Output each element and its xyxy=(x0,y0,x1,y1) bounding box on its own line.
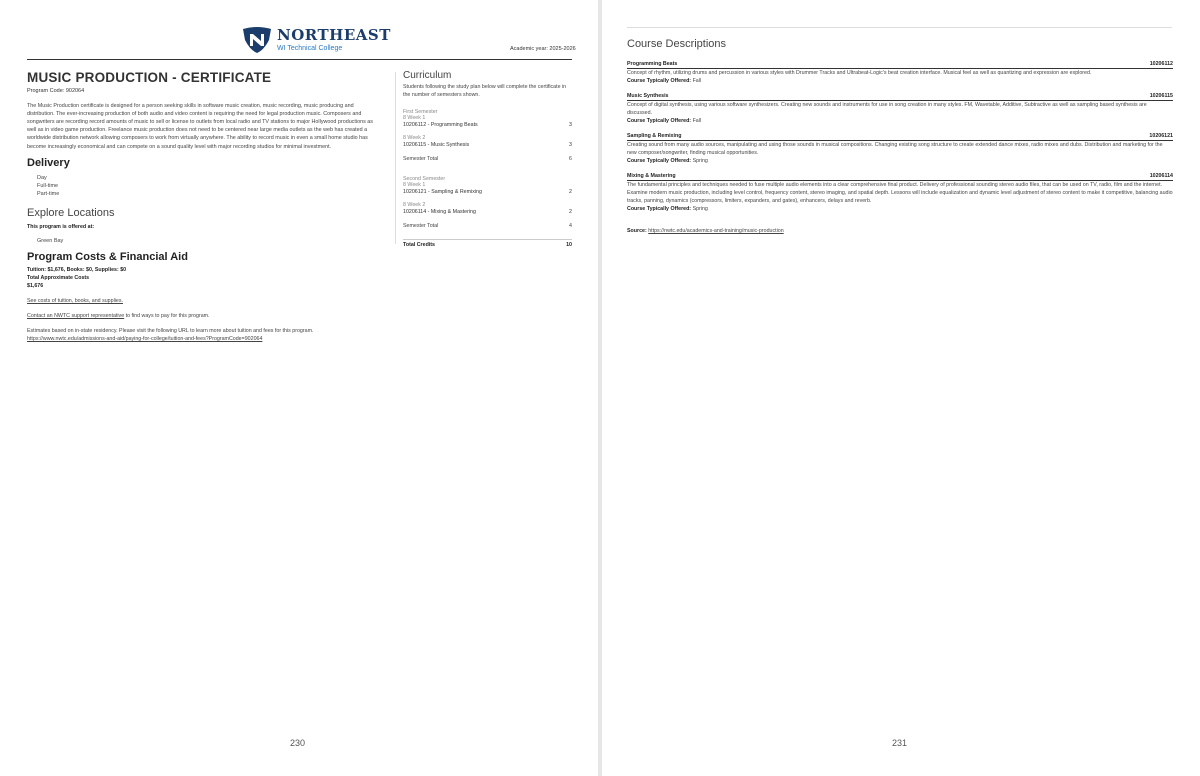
course-entry xyxy=(627,93,1173,124)
course-title: Programming Beats xyxy=(627,61,678,67)
locations-list xyxy=(37,238,382,246)
program-code: Program Code: 902064 xyxy=(27,88,85,94)
delivery-heading: Delivery xyxy=(27,156,70,169)
course-entry xyxy=(627,173,1173,212)
course-descriptions-heading: Course Descriptions xyxy=(627,38,727,50)
semester-total-label: Semester Total xyxy=(403,156,439,163)
week-label: 8 Week 2 xyxy=(403,202,426,209)
course-name: 10206115 - Music Synthesis xyxy=(403,142,470,149)
course-title: Music Synthesis xyxy=(627,92,669,99)
semester-total-label: Semester Total xyxy=(403,223,439,230)
course-credits: 3 xyxy=(569,142,572,149)
left-page xyxy=(0,0,598,776)
shield-logo-icon xyxy=(242,26,272,54)
course-row xyxy=(403,209,572,215)
location-item: Green Bay xyxy=(37,237,64,244)
offered-term: Fall xyxy=(692,117,702,124)
delivery-item: Full-time xyxy=(37,182,59,189)
course-list xyxy=(627,61,1173,221)
contact-rest-text: to find ways to pay for this program. xyxy=(124,313,210,320)
curriculum-heading: Curriculum xyxy=(403,70,452,81)
locations-heading: Explore Locations xyxy=(27,206,115,219)
course-name: 10206121 - Sampling & Remixing xyxy=(403,189,482,196)
delivery-item: Part-time xyxy=(37,190,60,197)
course-entry xyxy=(627,133,1173,164)
total-credits-row xyxy=(403,239,572,248)
contact-line xyxy=(27,313,382,321)
total-credits-value: 10 xyxy=(566,242,572,249)
course-description: Creating sound from many audio sources, manipulating and using those sounds in musical compositions. Changing existing song structure to create extended dance mixes, radio mixes and dubs. Distribution and marketing for the new composer/songwriter, finding musical opportunities. xyxy=(627,141,1163,156)
offered-at-label: This program is offered at: xyxy=(27,223,95,230)
semester-total-row xyxy=(403,156,572,162)
semester-total-value: 4 xyxy=(569,223,572,230)
course-row xyxy=(403,189,572,195)
offered-term: Spring xyxy=(692,205,708,212)
logo-name: NORTHEAST xyxy=(277,26,391,44)
page-number: 230 xyxy=(290,738,306,748)
cost-breakdown: Tuition: $1,676, Books: $0, Supplies: $0 xyxy=(27,267,127,274)
header-divider xyxy=(627,27,1172,28)
page-number: 231 xyxy=(892,738,908,748)
course-credits: 2 xyxy=(569,209,572,216)
total-credits-label: Total Credits xyxy=(403,242,435,249)
course-name: 10206112 - Programming Beats xyxy=(403,122,478,129)
source-line xyxy=(627,228,784,234)
tuition-url-link[interactable]: https://www.nwtc.edu/admissions-and-aid/paying-for-college/tuition-and-fees?ProgramCode=902064 xyxy=(27,336,263,343)
week-label: 8 Week 1 xyxy=(403,182,426,189)
column-divider xyxy=(395,72,396,244)
semester-total-value: 6 xyxy=(569,156,572,163)
offered-label: Course Typically Offered: xyxy=(627,117,692,124)
course-offered xyxy=(627,118,1173,124)
course-row xyxy=(403,122,572,128)
course-code: 10206121 xyxy=(1149,132,1173,139)
source-label: Source: xyxy=(627,228,647,234)
course-description: The fundamental principles and techniques needed to fuse multiple audio elements into a clear comprehensive final product. Delivery of professional sounding stereo audio files, that can be used on TV, radio, film and the internet. Examine modern music production, including level control, frequency content, stereo imaging, and spatial depth. Lessons will include equalization and dynamic level adjustment of stereo content to make it competitive, balancing audio tracks, panning, dynamics (compressors, limiters, expanders, and gates), enhancers, delays and reverb. xyxy=(627,181,1173,204)
source-url-link[interactable]: https://nwtc.edu/academics-and-training/music-production xyxy=(648,228,784,234)
week-label: 8 Week 2 xyxy=(403,135,426,142)
semester-label: Second Semester xyxy=(403,176,446,183)
contact-support-link[interactable]: Contact an NWTC support representative xyxy=(27,313,125,320)
course-row xyxy=(403,142,572,148)
semester-label: First Semester xyxy=(403,109,438,116)
offered-label: Course Typically Offered: xyxy=(627,157,692,164)
offered-label: Course Typically Offered: xyxy=(627,205,692,212)
delivery-item: Day xyxy=(37,174,47,181)
header-divider xyxy=(27,59,572,60)
course-header xyxy=(627,61,1173,69)
college-logo xyxy=(242,26,391,54)
course-name: 10206114 - Mixing & Mastering xyxy=(403,209,476,216)
course-entry xyxy=(627,61,1173,84)
course-header xyxy=(627,173,1173,181)
curriculum-intro: Students following the study plan below will complete the certificate in the number of semesters shown. xyxy=(403,84,567,98)
week-label: 8 Week 1 xyxy=(403,115,426,122)
delivery-list xyxy=(37,175,382,199)
see-costs-link[interactable]: See costs of tuition, books, and supplies. xyxy=(27,298,123,305)
course-header xyxy=(627,133,1173,141)
estimates-note: Estimates based on in-state residency. Please visit the following URL to learn more about tuition and fees for this program. xyxy=(27,328,314,335)
program-main-column xyxy=(27,70,382,344)
offered-label: Course Typically Offered: xyxy=(627,77,692,84)
course-offered xyxy=(627,78,1173,84)
program-title: MUSIC PRODUCTION - CERTIFICATE xyxy=(27,70,272,85)
total-costs-label: Total Approximate Costs xyxy=(27,275,90,282)
course-code: 10206112 xyxy=(1149,61,1173,67)
course-credits: 2 xyxy=(569,189,572,196)
offered-term: Spring xyxy=(692,157,708,164)
course-offered xyxy=(627,158,1173,164)
course-header xyxy=(627,93,1173,101)
course-code: 10206114 xyxy=(1149,172,1173,179)
program-description: The Music Production certificate is designed for a person seeking skills in software music creation, music recording, music producing and distribution. The ever-increasing production of both audio and video content is requiring the need for legal production music. Composers and songwriters are recording record amounts of music to sell or license to outlets from local radio and TV stations to major Hollywood productions as well as in video game production. Freelance music production does not need to be centered near large media outlets as the web has created a worldwide distribution network allowing composers to work from virtually anywhere. The ability to record music in even a small home studio has become increasingly economical and can compete on a sound quality level with major recording studios for minimal investment. xyxy=(27,103,373,150)
course-offered xyxy=(627,206,1173,212)
course-description: Concept of rhythm, utilizing drums and percussion in various styles with Drummer Tracks and Ultrabeat-Logic's beat creation interface. Musical feel as well as quantizing and expression are explored. xyxy=(627,70,1092,76)
course-description: Concept of digital synthesis, using various software synthesizers. Creating new sounds and instruments for use in song creation in many styles. FM, Wavetable, Additive, Subtractive as well as sampling based synthesis are discussed. xyxy=(627,101,1147,116)
offered-term: Fall xyxy=(692,77,702,84)
academic-year: Academic year: 2025-2026 xyxy=(510,46,576,52)
course-credits: 3 xyxy=(569,122,572,129)
course-title: Mixing & Mastering xyxy=(627,172,676,179)
logo-subtitle: WI Technical College xyxy=(277,45,343,52)
semester-total-row xyxy=(403,223,572,229)
course-title: Sampling & Remixing xyxy=(627,132,682,139)
course-code: 10206115 xyxy=(1149,92,1173,99)
right-page xyxy=(602,0,1200,776)
total-costs-value: $1,676 xyxy=(27,283,44,290)
curriculum-column xyxy=(403,70,572,248)
costs-heading: Program Costs & Financial Aid xyxy=(27,251,188,264)
